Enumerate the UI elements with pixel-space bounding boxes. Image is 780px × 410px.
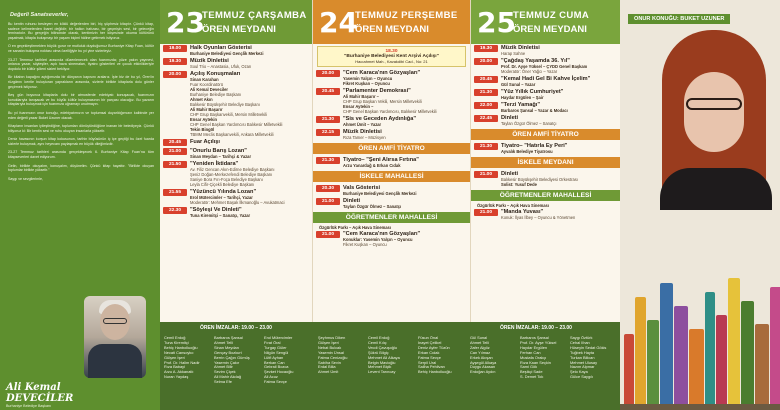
signing-author-name: Berkan Can (264, 359, 285, 365)
signing-author-name: Şükrü Bilgiç (368, 349, 389, 355)
highlight-address: Hacıahmet Mah., Kavakdibi Cad., No: 21 (355, 59, 428, 64)
program-event (160, 206, 312, 219)
signing-author-name: Prof. Dr. Halim Nadir (164, 359, 200, 365)
signing-title-right: ÖREN İMZALAR: 19.00 – 23.00 (500, 325, 572, 331)
signing-name-column (318, 336, 347, 375)
signing-author-name: Füsun Önal (418, 335, 439, 340)
event-title: Açılış Konuşmaları (190, 71, 241, 77)
day-month-weekday: TEMMUZ ÇARŞAMBA (202, 10, 307, 21)
event-time-badge: 19.30 (474, 45, 498, 52)
signing-author-name: Mehmet Ali Alkaya (368, 354, 400, 360)
signing-author-name: Behiç Hanbolluoğlu (418, 369, 452, 375)
signing-author-name: Ahmet Bilir (214, 364, 233, 370)
signing-author-name: Cehal Ilhan (570, 339, 590, 345)
program-event (313, 230, 470, 248)
signing-author-name: Belgin Mavioğlu (368, 359, 396, 365)
day-header (471, 0, 620, 44)
signing-author-name: Deniz Ayfer Tüzün (418, 344, 450, 350)
section-heading-amfi: ÖREN AMFİ TİYATRO (471, 129, 620, 140)
book-spine (624, 334, 634, 404)
signing-author-name: Lütfi Ayhan (264, 354, 284, 360)
program-event (160, 147, 312, 160)
signing-author-name: Nebat Bulcak (318, 344, 342, 350)
event-title: Müzik Dinletisi (190, 58, 229, 64)
section-heading-ogretmen: ÖĞRETMENLER MAHALLESİ (313, 212, 470, 223)
event-time-badge: 21.30 (474, 143, 498, 150)
book-spine (705, 292, 715, 404)
event-time-badge: 20.30 (316, 185, 340, 192)
signing-author-name: Mehmet Ulusay (570, 359, 598, 365)
event-detail: Sinan Meydan – Tarihçi & Yazar (190, 154, 252, 159)
signing-hours-strip (160, 322, 620, 410)
logo-name: Ali Kemal DEVECİLER (6, 382, 74, 404)
signing-author-name: Fatma Sevçe (264, 379, 287, 385)
signing-author-name: Cemil Erdoğ (164, 335, 186, 340)
mayor-signature-logo (6, 382, 86, 406)
program-event (471, 75, 620, 88)
guest-portrait (656, 28, 776, 210)
highlight-event (317, 46, 466, 67)
program-event (471, 88, 620, 101)
event-time-badge: 21.55 (163, 189, 187, 196)
event-title: "Yüz Yıllık Cumhuriyet" (501, 89, 564, 95)
letter-greeting: Değerli Sanatseverler, (10, 12, 69, 18)
signing-author-name: Fatma Sevçe (418, 354, 441, 360)
signing-author-name: Arzu A. Akkanatlı (164, 369, 194, 375)
program-event (313, 69, 470, 87)
signing-author-name: Ahmet Ümit (318, 369, 339, 375)
event-title: "Parlamenter Demokrasi" (343, 88, 411, 94)
letter-paragraph: O en geçekleştirmekten büyük gurur ve mutluluk duyduğumuz Burhaniye Kitap Fuarı, kültür ve sanatın buluşma noktası olma özelliğiyle bu yıl yine sizlerleyiz. (8, 44, 154, 53)
letter-paragraph: Bu kentin ruhunu besleyen en köklü değerlerden biri, hiç şüphesiz kitaptır. Çünkü kitap, sadece kelimelerden ibaret değildir; bir halkın hafızası, bir geçmişin sesi, bir geleceğin teminatıdır. Bu gerçeğin bilincinde olarak, kentimizin her köşesinde okuma kültürünü yaşatmak, kitapla buluşmayı bir yaşam biçimi hâline getirmek istiyoruz. (8, 22, 154, 40)
mayor-letter-column (0, 0, 160, 410)
letter-body (8, 22, 154, 185)
signing-author-name: Erkan Cıdak (418, 349, 440, 355)
event-detail: Ensar Aytekin (190, 117, 217, 122)
program-event (471, 114, 620, 127)
event-title: Halk Oyunları Gösterisi (190, 45, 252, 51)
event-detail: Rıza Tamer – Müzisyen (343, 135, 386, 140)
signing-author-name: Inayet Çelikel (418, 339, 442, 345)
signing-author-name: Selma Efe (214, 379, 232, 385)
signing-author-name: Behiç Hanbolluoğlu (164, 344, 198, 350)
event-detail: Moderatör: Öner Yağcı – Yazar (501, 69, 558, 74)
signing-author-name: Sinan Meydan (214, 344, 239, 350)
event-detail: Fuar Koordinatörü (190, 82, 223, 87)
event-time-badge: 22.45 (474, 115, 498, 122)
highlight-title: "Burhaniye Belediyesi Kent Arşivi Açılışı" (344, 54, 439, 59)
program-event (160, 44, 312, 57)
event-detail: Ali Mahir Başarır (190, 107, 223, 112)
event-detail: Konuklar: Yasemin Yalçın – Oyuncu (343, 237, 413, 242)
event-detail: Prof. Dr. Ayşe Yüksel – ÇYDD Genel Başkanı (501, 64, 588, 69)
signing-author-name: Gülşen İşeri (318, 339, 339, 345)
day-venue: ÖREN MEYDANI (513, 24, 587, 35)
letter-paragraph: Kitapların insanları iyileştirdiğine, toplumları dönüştürdüğüne inanan bir belediyeyiz. Çünkü biliyoruz ki: Bir kentin sesi ve ruhu okuyan insanlarla yükselir. (8, 124, 154, 133)
signing-author-name: Fatma Cenizoğlu (318, 354, 348, 360)
signing-name-column (520, 336, 556, 380)
program-event (160, 57, 312, 70)
event-detail: Moderatör: Mehmet Başak İlkmanoğlu – Avukatmaci (190, 200, 285, 205)
program-event (313, 156, 470, 169)
section-subtitle: Özgürlük Parkı – Açık Hava Sineması (319, 225, 391, 230)
signing-author-name: Erdal Bilia (318, 364, 336, 370)
event-detail: Fikret Kuşkan – Oyuncu (343, 242, 387, 247)
event-time-badge: 21.00 (163, 148, 187, 155)
program-event (313, 87, 470, 115)
day-number: 23 (166, 6, 205, 39)
event-time-badge: 21.00 (316, 231, 340, 238)
signing-author-name: Mehmet Biçik (368, 364, 392, 370)
signing-author-name: Ahmet Telli (214, 339, 233, 345)
signing-author-name: Serpil Ural (418, 359, 437, 365)
event-time-badge: 20.45 (474, 76, 498, 83)
event-detail: Ali Mahir Başarır – (343, 94, 379, 99)
signing-author-name: Ali Mahir Akdağ (214, 374, 242, 380)
event-detail: TBMM Meclis Başkanvekili, Ankara Milletvekili (190, 132, 274, 137)
event-detail: CHP Grup Başkan Vekili, Mersin Milletvekili (343, 99, 422, 104)
event-title: "Yüzüncü Yılında Lozan" (190, 189, 257, 195)
event-detail: Solist: Yusuf Dede (501, 182, 537, 187)
signing-author-name: Vecdi Çavuşoğlu (368, 344, 397, 350)
event-time-badge: 21.00 (474, 171, 498, 178)
signing-author-name: Hüseyin Sedat Gökis (570, 344, 607, 350)
event-time-badge: 21.30 (474, 89, 498, 96)
event-detail: Ahmet Akın (190, 97, 213, 102)
event-detail: Saniye Bora Fırı-Foça Belediye Başkanı (190, 177, 263, 182)
event-title: "Terzi Yamağı" (501, 102, 540, 108)
day-month-weekday: TEMMUZ CUMA (513, 10, 590, 21)
signing-author-name: Yasemin Çakır (214, 359, 240, 365)
letter-paragraph: 23-27 Temmuz tarihleri arasında düzenlenecek olan fuarımızda; yüze yakın yayınevi, onlarca yazar, söyleşiler, açık hava sinemaları, tiyatro gösterileri ve çocuk etkinlikleriyle dopdolu bir kültür şöleni sizleri bekliyor. (8, 57, 154, 71)
letter-paragraph: 23-27 Temmuz tarihleri arasında gerçekleşecek 6. Burhaniye Kitap Fuarı'na tüm kitapseverleri davet ediyorum. (8, 150, 154, 160)
event-time-badge: 20.00 (316, 70, 340, 77)
event-title: Tiyatro– "Hatırla Ey Peri" (501, 143, 568, 149)
event-detail: Arzu Yanardağ & Erkan Cıdak (343, 163, 401, 168)
signing-author-name: Yasemin Ünsal (318, 349, 344, 355)
event-title: "Yeniden İktidara" (190, 161, 239, 167)
signing-author-name: Sami Gök (520, 364, 538, 370)
event-detail: Leyla Cifir-Çiçekli Belediye Başkanı (190, 182, 255, 187)
signing-author-name: Barbaros Şansal (520, 335, 549, 340)
program-event (313, 184, 470, 197)
honorary-guest-badge: ONUR KONUĞU: BUKET UZUNER (628, 14, 730, 24)
event-detail: CHP Genel Başkan Yardımcısı Balıkesir Milletvekili (190, 122, 283, 127)
signing-author-name: Şelo Kaya (570, 369, 588, 375)
event-time-badge: 21.50 (163, 161, 187, 168)
event-title: "Cem Karaca'nın Gözyaşları" (343, 70, 421, 76)
event-time-badge: 22.15 (316, 129, 340, 136)
event-detail: Soul Trio – Anastasia, Ufuk, Ozan (190, 64, 252, 69)
signing-author-name: Rıza Kaan Seçkin (520, 359, 551, 365)
event-title: "Çağdaş Yaşamda 36. Yıl" (501, 58, 570, 64)
event-title: Dinleti (501, 171, 519, 177)
signing-author-name: Levent Tarıncay (368, 369, 396, 375)
program-event (471, 142, 620, 155)
signing-author-name: Beşikçi Sade (520, 369, 543, 375)
event-detail: Ensar Aytekin – (343, 104, 374, 109)
section-heading-iskele: İSKELE MEYDANI (471, 157, 620, 168)
day-venue: ÖREN MEYDANI (202, 24, 276, 35)
program-event (471, 208, 620, 221)
logo-subtitle: Burhaniye Belediye Başkanı (6, 404, 51, 408)
signing-author-name: Berrin Çağırı Gümüş (214, 354, 250, 360)
event-title: "Kemal Hadi Gel Bi Kahve İçelim" (501, 76, 591, 82)
signing-author-name: Nazım Alpmar (570, 364, 595, 370)
program-event (313, 128, 470, 141)
signing-author-name: Erol Mütercimler (264, 335, 293, 340)
signing-name-column (164, 336, 200, 380)
program-event (160, 70, 312, 138)
book-spine (660, 283, 673, 404)
event-time-badge: 20.45 (316, 88, 340, 95)
event-detail: Burhaniye Belediyesi Gençlik Merkezi (190, 51, 264, 56)
event-time-badge: 21.30 (316, 157, 340, 164)
signing-author-name: Haydar Ergülen (520, 344, 548, 350)
highlight-time: 18.30 (385, 49, 398, 54)
event-detail: Yasemin Yalçın – Oyuncu (343, 76, 393, 81)
signing-author-name: Sevim Çiçek (214, 369, 236, 375)
event-time-badge: 21.00 (316, 198, 340, 205)
signing-author-name: Zafer Algöz (470, 344, 490, 350)
program-event (471, 101, 620, 114)
signing-author-name: Erdoğan Aydın (470, 369, 496, 375)
signing-author-name: Turgay Güler (264, 344, 287, 350)
book-spine (635, 297, 646, 404)
event-detail: Burhaniye Belediyesi Gençlik Merkezi (343, 191, 417, 196)
signing-author-name: Cemil Erdoğ (368, 335, 390, 340)
section-heading-ogretmen: ÖĞRETMENLER MAHALLESİ (471, 190, 620, 201)
event-detail: Haydar Ergülen – Şair (501, 95, 544, 100)
program-event (471, 44, 620, 57)
event-detail: Konuk: İlyas İlbey – Oyuncu & Yönetmen (501, 215, 576, 220)
book-spine (689, 329, 704, 404)
event-title: Fuar Açılışı (190, 139, 220, 145)
signing-author-name: Prof. Dr. Ayşe Yüksel (520, 339, 557, 345)
signing-author-name: Gülce Saygılı (570, 374, 594, 380)
event-time-badge: 19.00 (163, 45, 187, 52)
book-spine (741, 301, 754, 404)
event-title: Dinleti (343, 198, 361, 204)
event-detail: Av. Filiz Gencan Akın-Edirne Belediye Başkanı (190, 167, 275, 172)
program-event (313, 197, 470, 210)
event-time-badge: 20.45 (163, 139, 187, 146)
program-event (160, 160, 312, 188)
letter-paragraph: Gelin, birlikte okuyalım, konuşalım, düşünelim. Çünkü kitap hayattır. "Birlikte okuyan toplumlar birlikte yükselir." (8, 163, 154, 173)
event-detail: Gül Sunal – Yazar (501, 82, 536, 87)
event-title: "Manda Yuvası" (501, 209, 544, 215)
signing-name-column (214, 336, 250, 385)
event-detail: Burhaniye Belediye Başkanı (190, 92, 242, 97)
signing-author-name: Duygu Akasan (470, 364, 496, 370)
signing-author-name: Mustafa Orakçı (520, 354, 547, 360)
signing-author-name: Can Yılmaz (470, 349, 491, 355)
letter-paragraph: Bu yıl fuarımızın onur konuğu, edebiyatımızın ve toplumsal duyarlılığımızın kalbinde yer eden değerli yazar Buket Uzuner olacak. (8, 110, 154, 120)
event-title: Dinleti (501, 115, 519, 121)
book-spine (716, 315, 727, 404)
books-illustration (620, 250, 780, 410)
event-title: "Sis ve Geceden Aydınlığa" (343, 116, 416, 122)
signing-author-name: Necati Cansoyko (164, 349, 194, 355)
signing-author-name: Gebrail Bozca (264, 364, 289, 370)
section-subtitle: Özgürlük Parkı – Açık Hava Sineması (477, 203, 549, 208)
bookshelf (620, 404, 780, 410)
letter-paragraph: Beş gün boyunca kitaplarla dolu bir atmosferde edebiyatı konuşacak, fuarımızın konuklarıyla tanışacak ve bu büyük kültür buluşmasının bir parçası olacağız. Bu yazarın kitaplarıyla buluşmak için fuarımıza uğramayı unutmayın. (8, 93, 154, 107)
mayor-portrait (84, 296, 146, 378)
signing-author-name: Gül Sunal (470, 335, 488, 340)
signing-name-column (368, 336, 400, 375)
signing-author-name: Turkan Bilican (570, 354, 595, 360)
event-title: "Söyleşi Ve Dinleti" (190, 207, 242, 213)
day-number: 24 (319, 6, 358, 39)
event-detail: Ayvalık Belediye Tiyatrosu (501, 149, 553, 154)
book-spine (647, 320, 659, 404)
event-detail: Ali Kemal Deveciler (190, 87, 229, 92)
section-heading-iskele: İSKELE MAHALLESİ (313, 171, 470, 182)
event-title: Vals Gösterisi (343, 185, 381, 191)
event-detail: Tuna Kiremitçi – Sanatçı, Yazar (190, 213, 251, 218)
event-time-badge: 22.30 (163, 207, 187, 214)
signing-author-name: Tuğbek Hayta (570, 349, 595, 355)
signing-author-name: Sabiha Sevin (318, 359, 341, 365)
day-number: 25 (477, 6, 516, 39)
program-event (471, 57, 620, 75)
event-title: Müzik Dinletisi (343, 129, 382, 135)
book-spine (755, 324, 769, 404)
event-detail: Ahmet Ümit – Yazar (343, 122, 382, 127)
signing-author-name: Ayşegül Alkaya (470, 359, 497, 365)
signing-name-column (418, 336, 452, 375)
program-event (471, 170, 620, 188)
event-title: "Onurlu Barış Lozan" (190, 148, 247, 154)
section-heading-amfi: ÖREN AMFİ TİYATRO (313, 143, 470, 154)
signing-author-name: Barbaros Şansal (214, 335, 243, 340)
event-detail: Erol Mütercimler – Tarihçi, Yazar (190, 195, 253, 200)
signing-title-left: ÖREN İMZALAR: 19.00 – 23.00 (200, 325, 272, 331)
event-detail: Fikret Kuşkan – Oyuncu (343, 81, 390, 86)
event-time-badge: 20.00 (474, 58, 498, 65)
program-event (160, 188, 312, 206)
book-spine (770, 287, 780, 404)
event-time-badge: 22.00 (474, 102, 498, 109)
event-title: "Cem Karaca'nın Gözyaşları" (343, 231, 421, 237)
event-time-badge: 21.30 (316, 116, 340, 123)
signing-author-name: Tuna Kiremitçi (164, 339, 189, 345)
event-detail: Taylan Özgür Ölmez – Sanatçı (501, 121, 557, 126)
signing-author-name: Cemil Kılıç (368, 339, 387, 345)
signing-author-name: Ahmet Telli (470, 339, 489, 345)
signing-author-name: Erkek Akışan (470, 354, 493, 360)
day-venue: ÖREN MEYDANI (355, 24, 429, 35)
signing-author-name: Fırat Öral (264, 339, 281, 345)
signing-author-name: Gençay Bozkurt (214, 349, 242, 355)
signing-name-column (470, 336, 496, 375)
event-detail: Taylan Özgür Ölmez – Sanatçı (343, 204, 402, 209)
event-detail: Şeniz Doğan-Merkezefendi Belediye Başkanı (190, 172, 273, 177)
signing-name-column (264, 336, 293, 385)
letter-paragraph: Bir kitabın kapağını açtığımızda bir dünyanın kapısını aralarız. İşte biz de bu yıl, Ören'in rüzgârını kentle buluşturan yaprakların arasında, sizlerle birlikte kitaplarla dolu günler geçirmek istiyoruz. (8, 75, 154, 89)
day-header (160, 0, 312, 44)
event-detail: CHP Grup Başkanvekili, Mersin Milletvekili (190, 112, 268, 117)
signing-author-name: Saygı Öztürk (570, 335, 593, 340)
program-event (160, 138, 312, 147)
signing-name-column (570, 336, 606, 380)
event-detail: Sinan Karahan (190, 77, 219, 82)
signing-author-name: Şevket Hocaoğlu (264, 369, 294, 375)
event-title: Tiyatro– "Şeni Alırsa Fırtına" (343, 157, 419, 163)
event-time-badge: 21.00 (474, 209, 498, 216)
signing-author-name: Saliha Pehlivan (418, 364, 445, 370)
letter-signoff: Saygı ve sevgilerimle, (8, 176, 43, 181)
signing-author-name: Gülşen İşeri (164, 354, 185, 360)
day-month-weekday: TEMMUZ PERŞEMBE (355, 10, 458, 21)
program-event (313, 115, 470, 128)
event-detail: Harap Sahne (501, 51, 526, 56)
event-title: Müzik Dinletisi (501, 45, 540, 51)
book-spine (728, 278, 740, 404)
signing-author-name: Rıza Babayi (164, 364, 185, 370)
signing-author-name: Ali Acuz (264, 374, 278, 380)
event-detail: Balıkesir Büyükşehir Belediye Başkanı (190, 102, 260, 107)
event-time-badge: 20.00 (163, 71, 187, 78)
event-detail: Balıkesir Büyükşehir Belediyesi Orkestrası (501, 177, 578, 182)
book-spine (674, 306, 688, 404)
event-detail: Barbaros Şansal – Yazar & Modacı (501, 108, 568, 113)
letter-paragraph: Deniz havasının kurşun kitap kokusunun, tarihin büyüsünün iç içe geçtiği bu özel fuarda sizlerle buluşmak, aynı heyecanı paylaşmak en büyük dileğimizdir. (8, 137, 154, 146)
signing-author-name: Ferhan Can (520, 349, 541, 355)
signing-author-name: Nuran Yaydaş (164, 374, 189, 380)
event-detail: CHP Genel Başkan Yardımcısı, Balıkesir Milletvekili (343, 109, 437, 114)
signing-author-name: Şeyhmus Diken (318, 335, 346, 340)
day-header (313, 0, 470, 44)
signing-author-name: Nilgün Sengül (264, 349, 289, 355)
event-time-badge: 19.30 (163, 58, 187, 65)
event-detail: Tekin Bingöl (190, 127, 215, 132)
signing-author-name: S. Demet Tok (520, 374, 544, 380)
